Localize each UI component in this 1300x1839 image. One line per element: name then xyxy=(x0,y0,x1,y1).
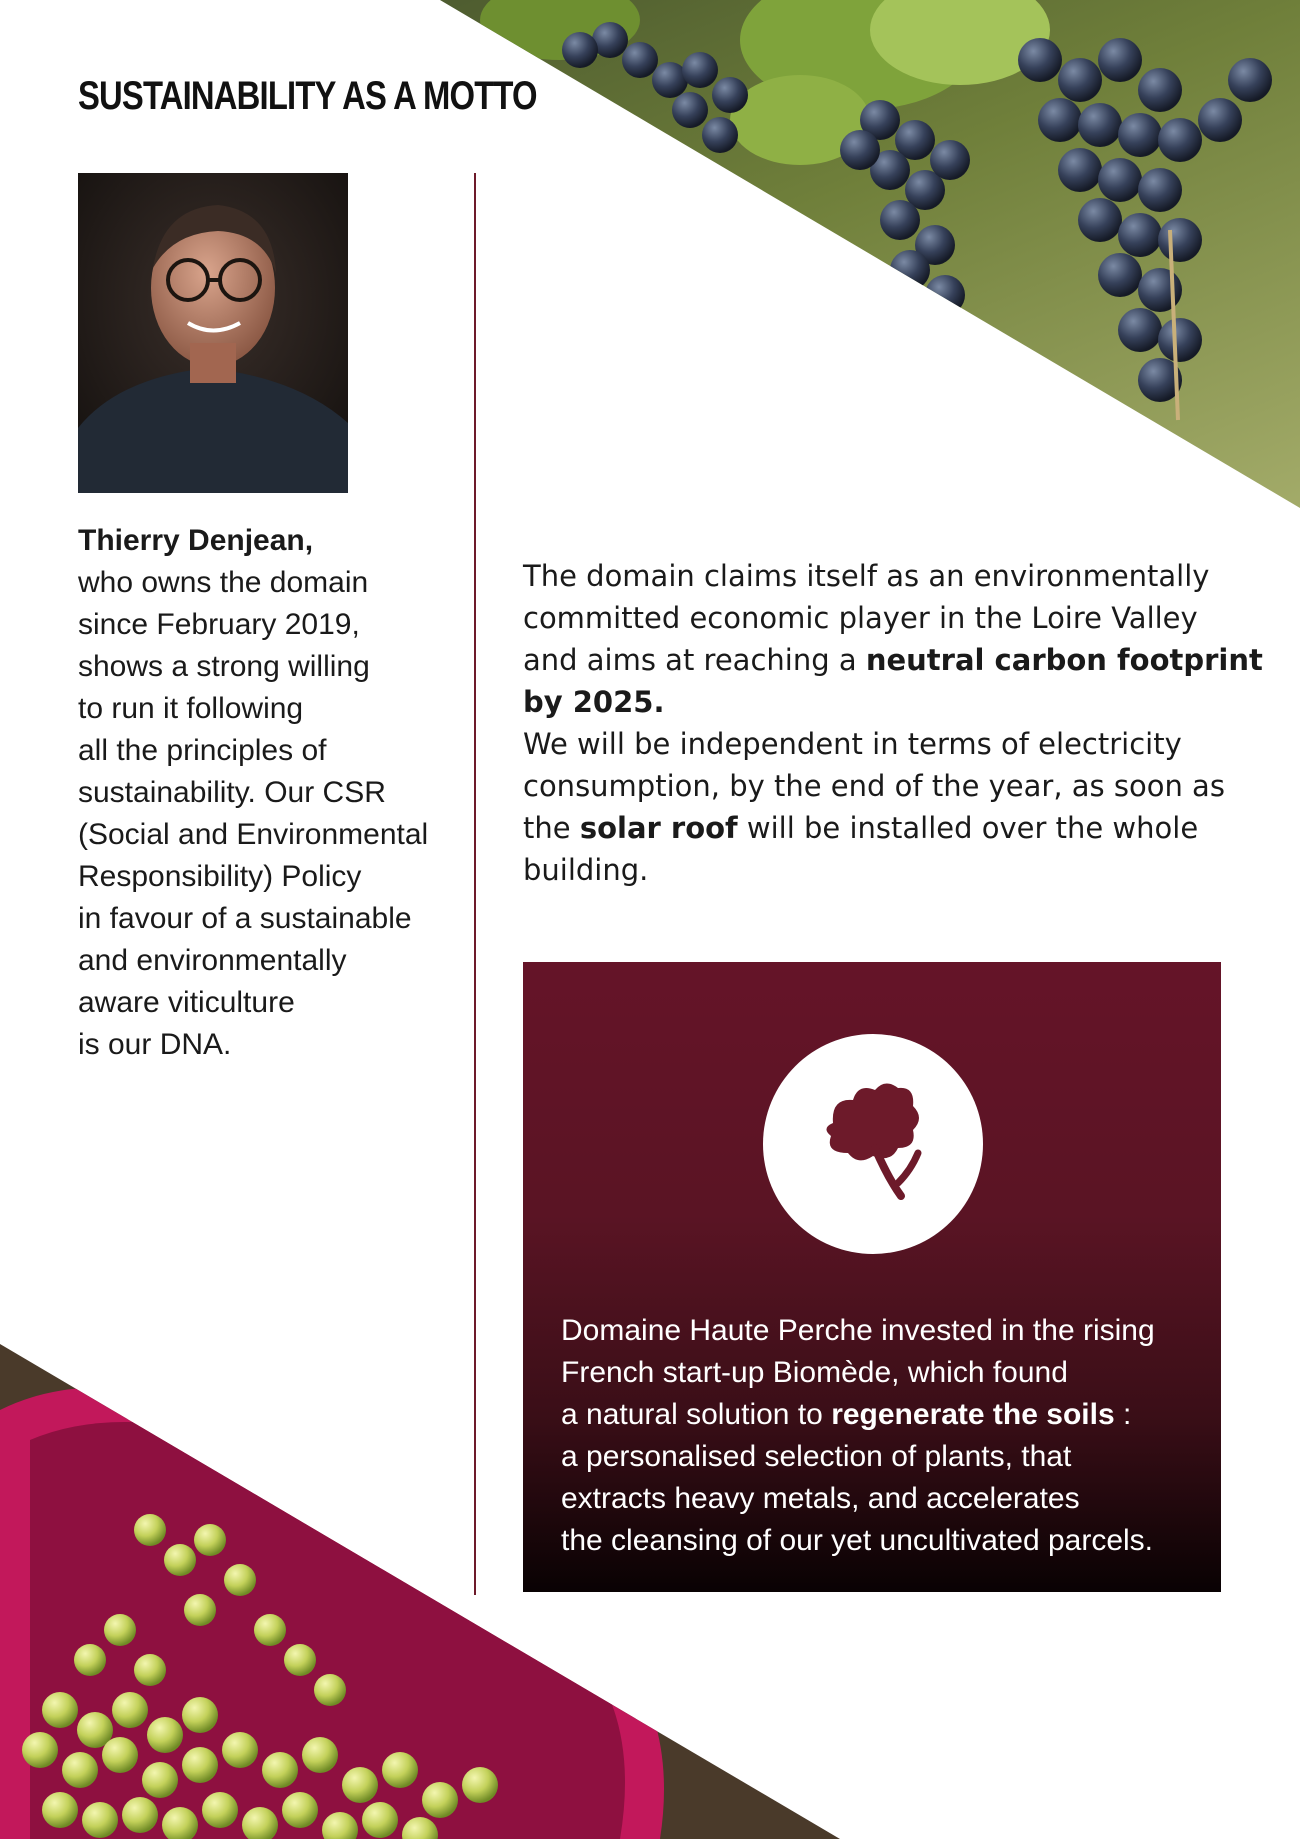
bio-line: (Social and Environmental xyxy=(78,818,429,851)
box-line: a natural solution to regenerate the soils : xyxy=(561,1398,1132,1431)
year-highlight: by 2025. xyxy=(523,685,665,719)
bio-line: Responsibility) Policy xyxy=(78,860,362,893)
bio-line: and environmentally xyxy=(78,944,347,977)
solar-highlight: solar roof xyxy=(579,811,738,845)
bio-line: aware viticulture xyxy=(78,986,295,1019)
page-title: SUSTAINABILITY AS A MOTTO xyxy=(78,74,537,118)
owner-name: Thierry Denjean, xyxy=(78,524,314,557)
bio-line: sustainability. Our CSR xyxy=(78,776,386,809)
bio-line: to run it following xyxy=(78,692,304,725)
bio-line: all the principles of xyxy=(78,734,327,767)
statement-line: and aims at reaching a neutral carbon footprint xyxy=(523,643,1263,677)
bio-line: is our DNA. xyxy=(78,1028,232,1061)
bio-line: since February 2019, xyxy=(78,608,360,641)
bio-line: shows a strong willing xyxy=(78,650,370,683)
box-line: Domaine Haute Perche invested in the rising xyxy=(561,1314,1155,1347)
box-line: French start-up Biomède, which found xyxy=(561,1356,1068,1389)
box-line: the cleansing of our yet uncultivated parcels. xyxy=(561,1524,1154,1557)
carbon-highlight: neutral carbon footprint xyxy=(865,643,1263,677)
bio-line: who owns the domain xyxy=(78,566,369,599)
statement-line: building. xyxy=(523,853,649,887)
statement-line: committed economic player in the Loire Valley xyxy=(523,601,1198,635)
owner-bio xyxy=(78,520,458,1066)
domain-statement xyxy=(523,555,1263,891)
box-line: extracts heavy metals, and accelerates xyxy=(561,1482,1080,1515)
statement-line: The domain claims itself as an environmentally xyxy=(523,559,1210,593)
white-grapes-photo xyxy=(0,1330,1300,1839)
bio-line: in favour of a sustainable xyxy=(78,902,412,935)
statement-line: consumption, by the end of the year, as soon as xyxy=(523,769,1225,803)
vine-leaf-icon xyxy=(813,1078,933,1208)
statement-line xyxy=(523,681,1243,723)
portrait-photo xyxy=(78,173,348,493)
statement-line: We will be independent in terms of electricity xyxy=(523,727,1182,761)
soils-highlight: regenerate the soils xyxy=(831,1398,1115,1431)
statement-line: the solar roof will be installed over the whole xyxy=(523,811,1199,845)
box-line: a personalised selection of plants, that xyxy=(561,1440,1072,1473)
leaf-badge xyxy=(763,1034,983,1254)
